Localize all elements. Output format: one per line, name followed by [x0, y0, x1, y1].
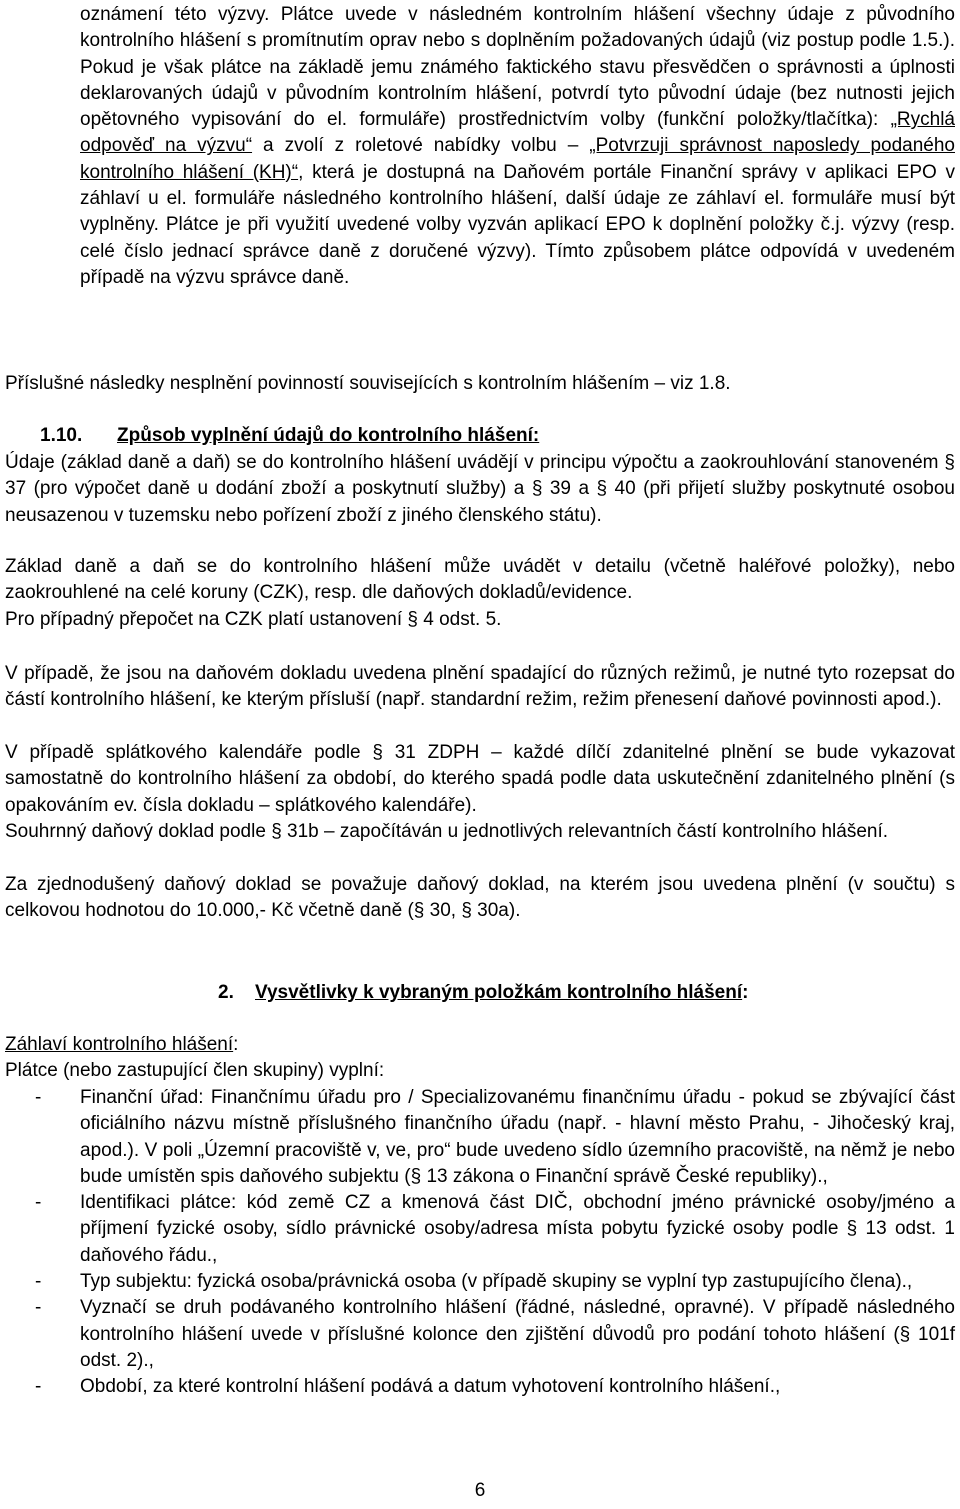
section-2-title-suffix: : [742, 982, 749, 1003]
section-1-10-p6: Souhrnný daňový doklad podle § 31b – započítáván u jednotlivých relevantních částí kontrolního hlášení. [5, 821, 889, 842]
intro-text-b: a zvolí z roletové nabídky volbu – [252, 135, 590, 157]
intro-line-3: požadovaných údajů (viz postup podle 1.5.). [580, 30, 956, 52]
list-dash: - [35, 1376, 42, 1398]
section-1-10-p3: Pro případný přepočet na CZK platí ustanovení § 4 odst. 5. [5, 609, 502, 630]
list-item-text: Finanční úřad: Finančnímu úřadu pro / Specializovanému finančnímu úřadu - pokud se zbývající část oficiálního názvu místně příslušného finančního úřadu (např. - hlavní město Prahu, - Jihočeský kraj, apod.). V poli „Územní pracoviště v, ve, pro“ bude uvedeno sídlo územního pracoviště, na němž je nebo bude umístěn spis daňového subjektu (§ 13 zákona o Finanční správě České republiky)., [80, 1087, 955, 1187]
section-1-10-p4: V případě, že jsou na daňovém dokladu uvedena plnění spadající do různých režimů, je nutné tyto rozepsat do částí kontrolního hlášení, ke kterým přísluší (např. standardní režim, režim přenesení daňové povinnosti apod.). [5, 663, 955, 711]
intro-paragraph [80, 2, 955, 291]
section-1-10-number: 1.10. [40, 425, 83, 446]
section-2-title: Vysvětlivky k vybraným položkám kontrolního hlášení [255, 982, 743, 1003]
intro-text-a: Pokud je však plátce na základě jemu známého faktického stavu přesvědčen o správnosti a úplnosti deklarovaných údajů v původním kontrolním hlášení, potvrdí tyto původní údaje (bez nutnosti jejich opětovného vypisování do el. formuláře) prostřednictvím volby (funkční položky/tlačítka): [80, 56, 955, 131]
list-item [5, 1374, 955, 1400]
header-section-lead: Plátce (nebo zastupující člen skupiny) vyplní: [5, 1060, 385, 1081]
section-1-10-p1: Údaje (základ daně a daň) se do kontrolního hlášení uvádějí v principu výpočtu a zaokrouhlování stanoveném § 37 (pro výpočet daně u dodání zboží a poskytnutí služby) a § 39 a § 40 (při přijetí služby poskytnuté osobou neusazenou v tuzemsku nebo pořízení zboží z jiného členského státu). [5, 452, 955, 526]
intro-line-1: oznámení této výzvy. Plátce uvede v následném kontrolním hlášení všechny údaje [80, 4, 834, 25]
header-section-title: Záhlaví kontrolního hlášení [5, 1034, 234, 1055]
section-1-10-title: Způsob vyplnění údajů do kontrolního hlášení: [117, 425, 540, 446]
header-section-title-suffix: : [233, 1034, 239, 1055]
intro-text-c: , která je dostupná na Daňovém portále Finanční správy v aplikaci EPO v záhlaví u el. formuláře následného kontrolního hlášení, další údaje ze záhlaví el. formuláře musí být vyplněny. Plátce je při využití uvedené volby vyzván aplikací EPO k doplnění položky č.j. výzvy (resp. celé číslo jednací správce daně z doručené výzvy). Tímto způsobem plátce odpovídá v uvedeném případě na výzvu správce daně. [80, 161, 955, 288]
section-2-number: 2. [218, 982, 234, 1003]
list-item-text: Vyznačí se druh podávaného kontrolního hlášení (řádné, následné, opravné). V případě následného kontrolního hlášení uvede v příslušné kolonce den zjištění důvodů pro podání tohoto hlášení (§ 101f odst. 2)., [80, 1297, 955, 1371]
list-item [5, 1295, 955, 1374]
list-item-text: Typ subjektu: fyzická osoba/právnická osoba (v případě skupiny se vyplní typ zastupujícího člena)., [80, 1271, 913, 1293]
list-item-text: Období, za které kontrolní hlášení podává a datum vyhotovení kontrolního hlášení., [80, 1376, 781, 1398]
header-fields-list [5, 1085, 955, 1401]
section-2-heading [218, 980, 955, 1006]
section-1-10-heading [40, 423, 955, 449]
section-1-10-p2: Základ daně a daň se do kontrolního hlášení může uvádět v detailu (včetně haléřové položky), nebo zaokrouhlené na celé koruny (CZK), resp. dle daňových dokladů/evidence. [5, 556, 955, 604]
list-item [5, 1190, 955, 1269]
list-dash: - [35, 1297, 42, 1319]
list-dash: - [35, 1192, 42, 1214]
header-section-title-line [5, 1032, 955, 1058]
list-dash: - [35, 1271, 42, 1293]
intro-line-2: z původního kontrolního hlášení s promítnutím oprav nebo s doplněním [80, 4, 955, 52]
list-item [5, 1085, 955, 1190]
list-dash: - [35, 1087, 42, 1108]
list-item-text: Identifikaci plátce: kód země CZ a kmenová část DIČ, obchodní jméno právnické osoby/jméno a příjmení fyzické osoby, sídlo právnické osoby/adresa místa pobytu fyzické osoby podle § 13 odst. 1 daňového řádu., [80, 1192, 955, 1266]
section-1-10-p7: Za zjednodušený daňový doklad se považuje daňový doklad, na kterém jsou uvedena plnění (v součtu) s celkovou hodnotou do 10.000,- Kč včetně daně (§ 30, § 30a). [5, 874, 955, 922]
confirm-option-link: „Potvrzuji správnost naposledy podaného kontrolního hlášení (KH)“ [80, 135, 955, 183]
quick-answer-link: „Rychlá odpověď na výzvu“ [80, 109, 955, 157]
list-item [5, 1269, 955, 1295]
section-1-10-p5: V případě splátkového kalendáře podle § 31 ZDPH – každé dílčí zdanitelné plnění se bude vykazovat samostatně do kontrolního hlášení za období, do kterého spadá podle data uskutečnění zdanitelného plnění (s opakováním ev. čísla dokladu – splátkového kalendáře). [5, 742, 955, 816]
page-number: 6 [474, 1480, 486, 1501]
consequences-paragraph: Příslušné následky nesplnění povinností souvisejících s kontrolním hlášením – viz 1.8. [5, 373, 731, 394]
